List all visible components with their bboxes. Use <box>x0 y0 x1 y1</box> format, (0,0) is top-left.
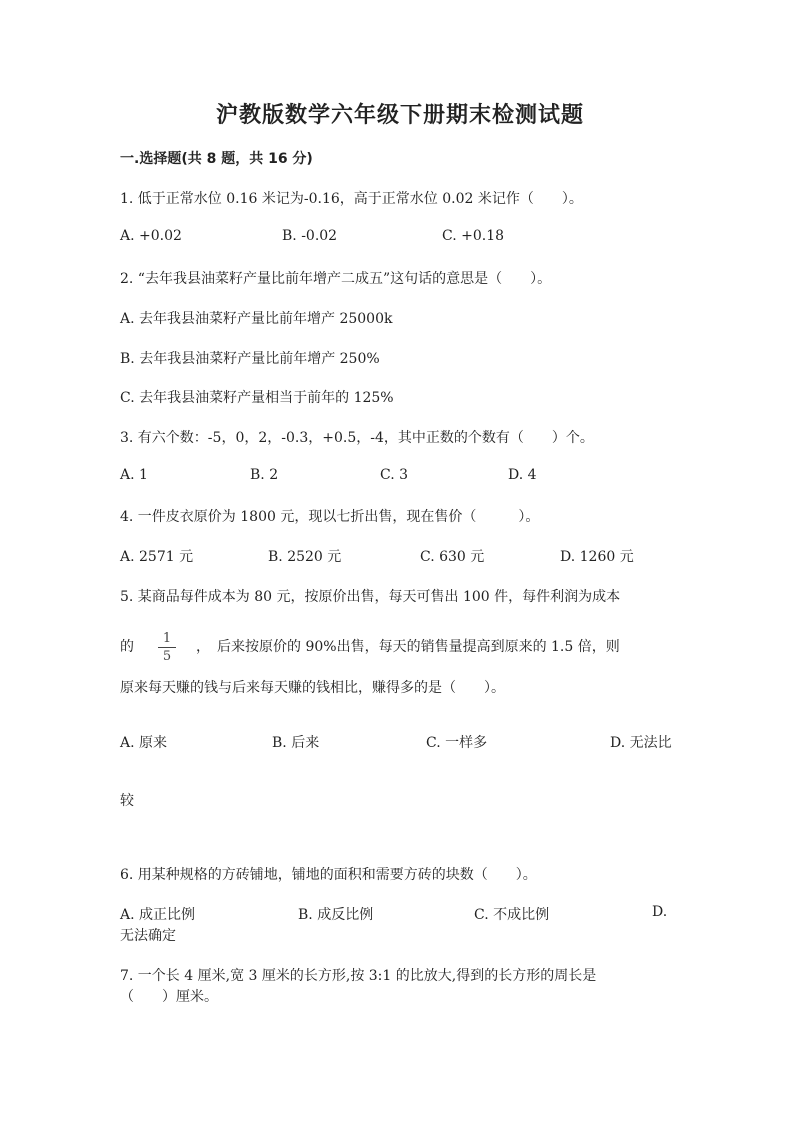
question-5-stem-line-1: 5. 某商品每件成本为 80 元，按原价出售，每天可售出 100 件，每件利润为成本 <box>120 589 621 605</box>
question-6-option-b: B. 成反比例 <box>298 907 374 923</box>
question-6-option-d: D. <box>652 904 668 920</box>
fraction-bar <box>158 647 176 648</box>
question-6-option-a: A. 成正比例 <box>120 907 196 923</box>
question-2-option-a: A. 去年我县油菜籽产量比前年增产 25000k <box>120 311 393 327</box>
question-2-stem: 2. “去年我县油菜籽产量比前年增产二成五”这句话的意思是（ ）。 <box>120 271 552 287</box>
question-5-option-c: C. 一样多 <box>426 735 488 751</box>
question-1-option-b: B. -0.02 <box>282 228 338 244</box>
page-title: 沪教版数学六年级下册期末检测试题 <box>215 103 584 128</box>
question-7-stem-line-1: 7. 一个长 4 厘米,宽 3 厘米的长方形,按 3:1 的比放大,得到的长方形的周长是 <box>120 968 597 984</box>
question-4-option-a: A. 2571 元 <box>120 549 194 565</box>
fraction-one-fifth <box>158 631 176 664</box>
question-5-stem-prefix: 的 <box>120 639 134 655</box>
question-6-option-c: C. 不成比例 <box>474 907 550 923</box>
question-3-option-c: C. 3 <box>380 467 409 483</box>
question-5-stem-line-2: ， 后来按原价的 90%出售，每天的销售量提高到原来的 1.5 倍，则 <box>196 639 620 655</box>
question-5-stem-line-3: 原来每天赚的钱与后来每天赚的钱相比，赚得多的是（ ）。 <box>120 680 505 696</box>
question-5-option-a: A. 原来 <box>120 735 168 751</box>
question-1-option-c: C. +0.18 <box>442 228 505 244</box>
question-2-option-c: C. 去年我县油菜籽产量相当于前年的 125% <box>120 390 394 406</box>
question-6-option-d-wrap: 无法确定 <box>120 928 176 944</box>
question-5-option-d-wrap: 较 <box>120 793 134 809</box>
fraction-numerator: 1 <box>162 631 172 646</box>
question-4-option-d: D. 1260 元 <box>560 549 634 565</box>
question-2-option-b: B. 去年我县油菜籽产量比前年增产 250% <box>120 351 380 367</box>
question-1-option-a: A. +0.02 <box>120 228 182 244</box>
question-3-option-d: D. 4 <box>508 467 537 483</box>
question-1-stem: 1. 低于正常水位 0.16 米记为-0.16，高于正常水位 0.02 米记作（ ）。 <box>120 191 583 207</box>
question-4-option-b: B. 2520 元 <box>268 549 342 565</box>
question-3-option-a: A. 1 <box>120 467 148 483</box>
question-6-stem: 6. 用某种规格的方砖铺地，铺地的面积和需要方砖的块数（ ）。 <box>120 867 537 883</box>
question-5-option-d: D. 无法比 <box>610 735 672 751</box>
fraction-denominator: 5 <box>162 649 172 664</box>
question-5-option-b: B. 后来 <box>272 735 320 751</box>
question-3-option-b: B. 2 <box>250 467 279 483</box>
question-4-option-c: C. 630 元 <box>420 549 485 565</box>
question-3-stem: 3. 有六个数：-5，0，2，-0.3，+0.5，-4，其中正数的个数有（ ）个。 <box>120 430 594 446</box>
question-4-stem: 4. 一件皮衣原价为 1800 元，现以七折出售，现在售价（ ）。 <box>120 509 540 525</box>
question-7-stem-line-2: （ ）厘米。 <box>120 989 218 1005</box>
section-heading: 一.选择题(共 8 题，共 16 分) <box>120 151 313 167</box>
